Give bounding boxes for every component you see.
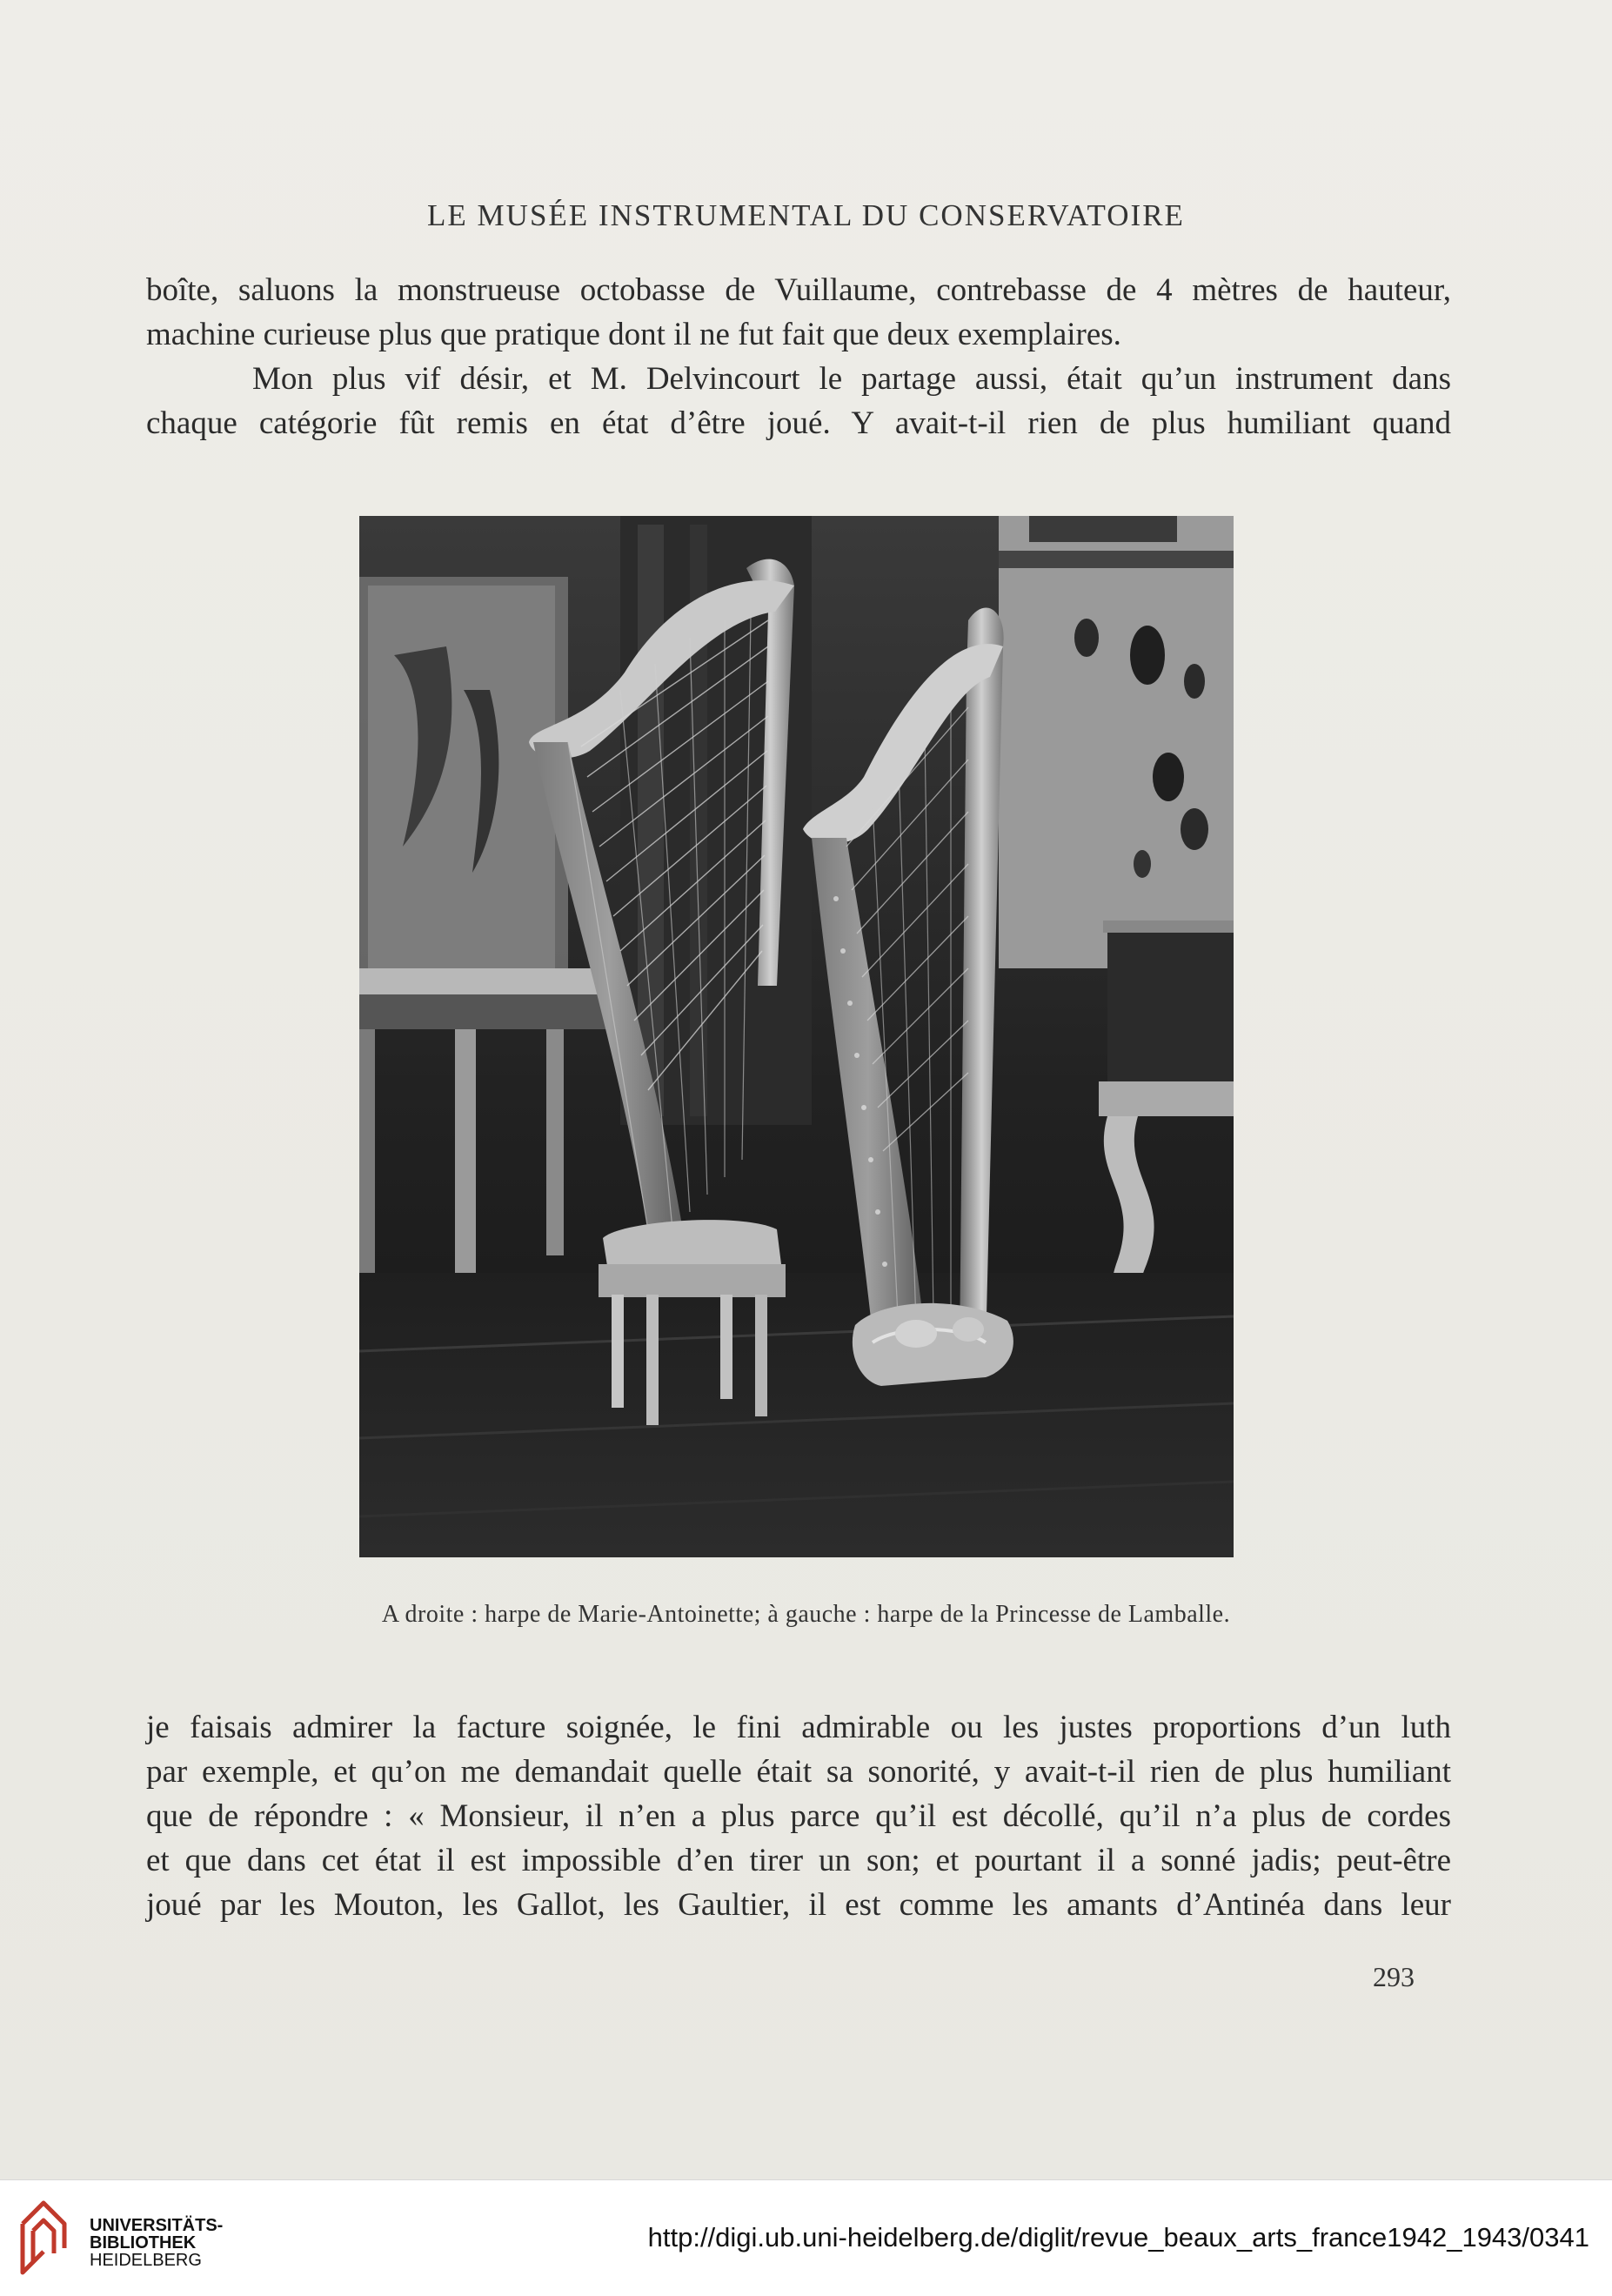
text-line: et que dans cet état il est impossible d’en tirer un son; et pourtant il a sonné jadis; peut-être [146, 1843, 1451, 1878]
library-footer [0, 2179, 1612, 2296]
permalink-url[interactable]: http://digi.ub.uni-heidelberg.de/diglit/revue_beaux_arts_france1942_1943/0341 [647, 2222, 1589, 2252]
text-line: par exemple, et qu’on me demandait quelle était sa sonorité, y avait-t-il rien de plus humiliant [146, 1754, 1451, 1790]
text-line: Mon plus vif désir, et M. Delvincourt le partage aussi, était qu’un instrument dans [252, 361, 1451, 397]
text-line: joué par les Mouton, les Gallot, les Gaultier, il est comme les amants d’Antinéa dans leur [146, 1887, 1451, 1923]
page-number: 293 [1373, 1961, 1415, 1992]
text-line: je faisais admirer la facture soignée, le fini admirable ou les justes proportions d’un luth [146, 1710, 1451, 1745]
university-library-logo-icon [17, 2198, 70, 2278]
text-line: boîte, saluons la monstrueuse octobasse de Vuillaume, contrebasse de 4 mètres de hauteur, [146, 272, 1451, 308]
running-head: LE MUSÉE INSTRUMENTAL DU CONSERVATOIRE [427, 198, 1185, 232]
text-line: que de répondre : « Monsieur, il n’en a plus parce qu’il est décollé, qu’il n’a plus de cordes [146, 1798, 1451, 1834]
harps-photograph [359, 516, 1234, 1557]
paragraph-top [146, 268, 1451, 445]
figure-caption: A droite : harpe de Marie-Antoinette; à gauche : harpe de la Princesse de Lamballe. [381, 1601, 1231, 1628]
text-line: chaque catégorie fût remis en état d’être joué. Y avait-t-il rien de plus humiliant quand [146, 405, 1451, 441]
library-name-line: BIBLIOTHEK [90, 2233, 197, 2252]
library-name-line: HEIDELBERG [90, 2251, 202, 2270]
paragraph-bottom [146, 1705, 1451, 1927]
text-line: machine curieuse plus que pratique dont il ne fut fait que deux exemplaires. [146, 317, 1121, 352]
library-name [90, 2217, 223, 2269]
library-name-line: UNIVERSITÄTS- [90, 2216, 224, 2235]
